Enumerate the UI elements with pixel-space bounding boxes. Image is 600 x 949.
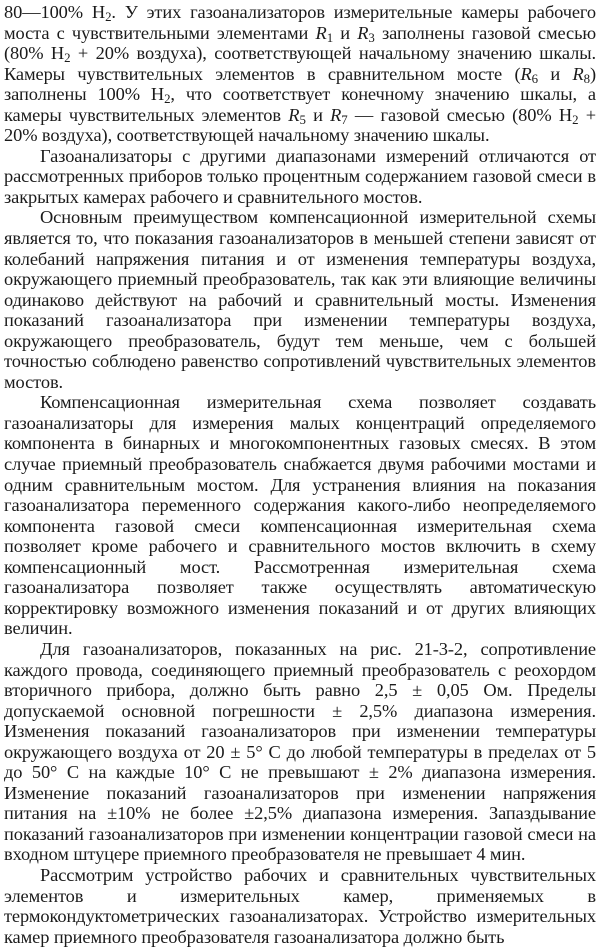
paragraph-5: Для газоанализаторов, показанных на рис. 21-3-2, сопротивление каждого провода, соединяющего приемный преобразователь с реохордом вторичного прибора, должно быть равно 2,5 ± 0,05 Ом. Пределы допускаемой основной погрешности ± 2,5% диапазона измерения. Изменения показаний газоанализаторов при изменении температуры окружающего воздуха от 20 ± 5° C до любой температуры в пределах от 5 до 50° C на каждые 10° C не превышают ± 2% диапазона измерения. Изменение показаний газоанализаторов при изменении напряжения питания на ±10% не более ±2,5% диапазона измерения. Запаздывание показаний газоанализаторов при изменении концентрации газовой смеси на входном штуцере приемного преобразователя не превышает 4 мин. <box>4 638 596 865</box>
paragraph-2: Газоанализаторы с другими диапазонами измерений отличаются от рассмотренных приборов только процентным содержанием газовой смеси в закрытых камерах рабочего и сравнительного мостов. <box>4 145 596 207</box>
paragraph-1: 80—100% $H_2$. У этих газоанализаторов измерительные камеры рабочего моста с чувствительными элементами $R_1$ и $R_3$ заполнены газовой смесью (80% $H_2 + 20\%$ воздуха), соответствующей начальному значению шкалы. Камеры чувствительных элементов в сравнительном мосте ($R_6$ и $R_8$) заполнены 100% $H_2$, что соответствует конечному значению шкалы, а камеры чувствительных элементов $R_5$ и $R_7$ — газовой смесью (80% $H_2 + 20\%$ воздуха), соответствующей начальному значению шкалы. <box>4 2 597 146</box>
paragraph-4: Компенсационная измерительная схема позволяет создавать газоанализаторы для измерения малых концентраций определяемого компонента в бинарных и многокомпонентных газовых смесях. В этом случае приемный преобразователь снабжается двумя рабочими мостами и одним сравнительным мостом. Для устранения влияния на показания газоанализатора переменного содержания какого-либо неопределяемого компонента газовой смеси компенсационная измерительная схема позволяет кроме рабочего и сравнительного мостов включить в схему компенсационный мост. Рассмотренная измерительная схема газоанализатора позволяет также осуществлять автоматическую корректировку возможного изменения показаний и от других влияющих величин. <box>4 392 596 639</box>
paragraph-6: Рассмотрим устройство рабочих и сравнительных чувствительных элементов и измерительных камер, применяемых в термокондуктометрических газоанализаторах. Устройство измерительных камер приемного преобразователя газоанализатора должно быть <box>4 864 596 947</box>
paragraph-3: Основным преимуществом компенсационной измерительной схемы является то, что показания газоанализаторов в меньшей степени зависят от колебаний напряжения питания и от изменения температуры воздуха, окружающего приемный преобразователь, так как эти влияющие величины одинаково действуют на рабочий и сравнительный мосты. Изменения показаний газоанализатора при изменении температуры воздуха, окружающего преобразователь, будут тем меньше, чем с большей точностью соблюдено равенство сопротивлений чувствительных элементов мостов. <box>4 207 596 392</box>
